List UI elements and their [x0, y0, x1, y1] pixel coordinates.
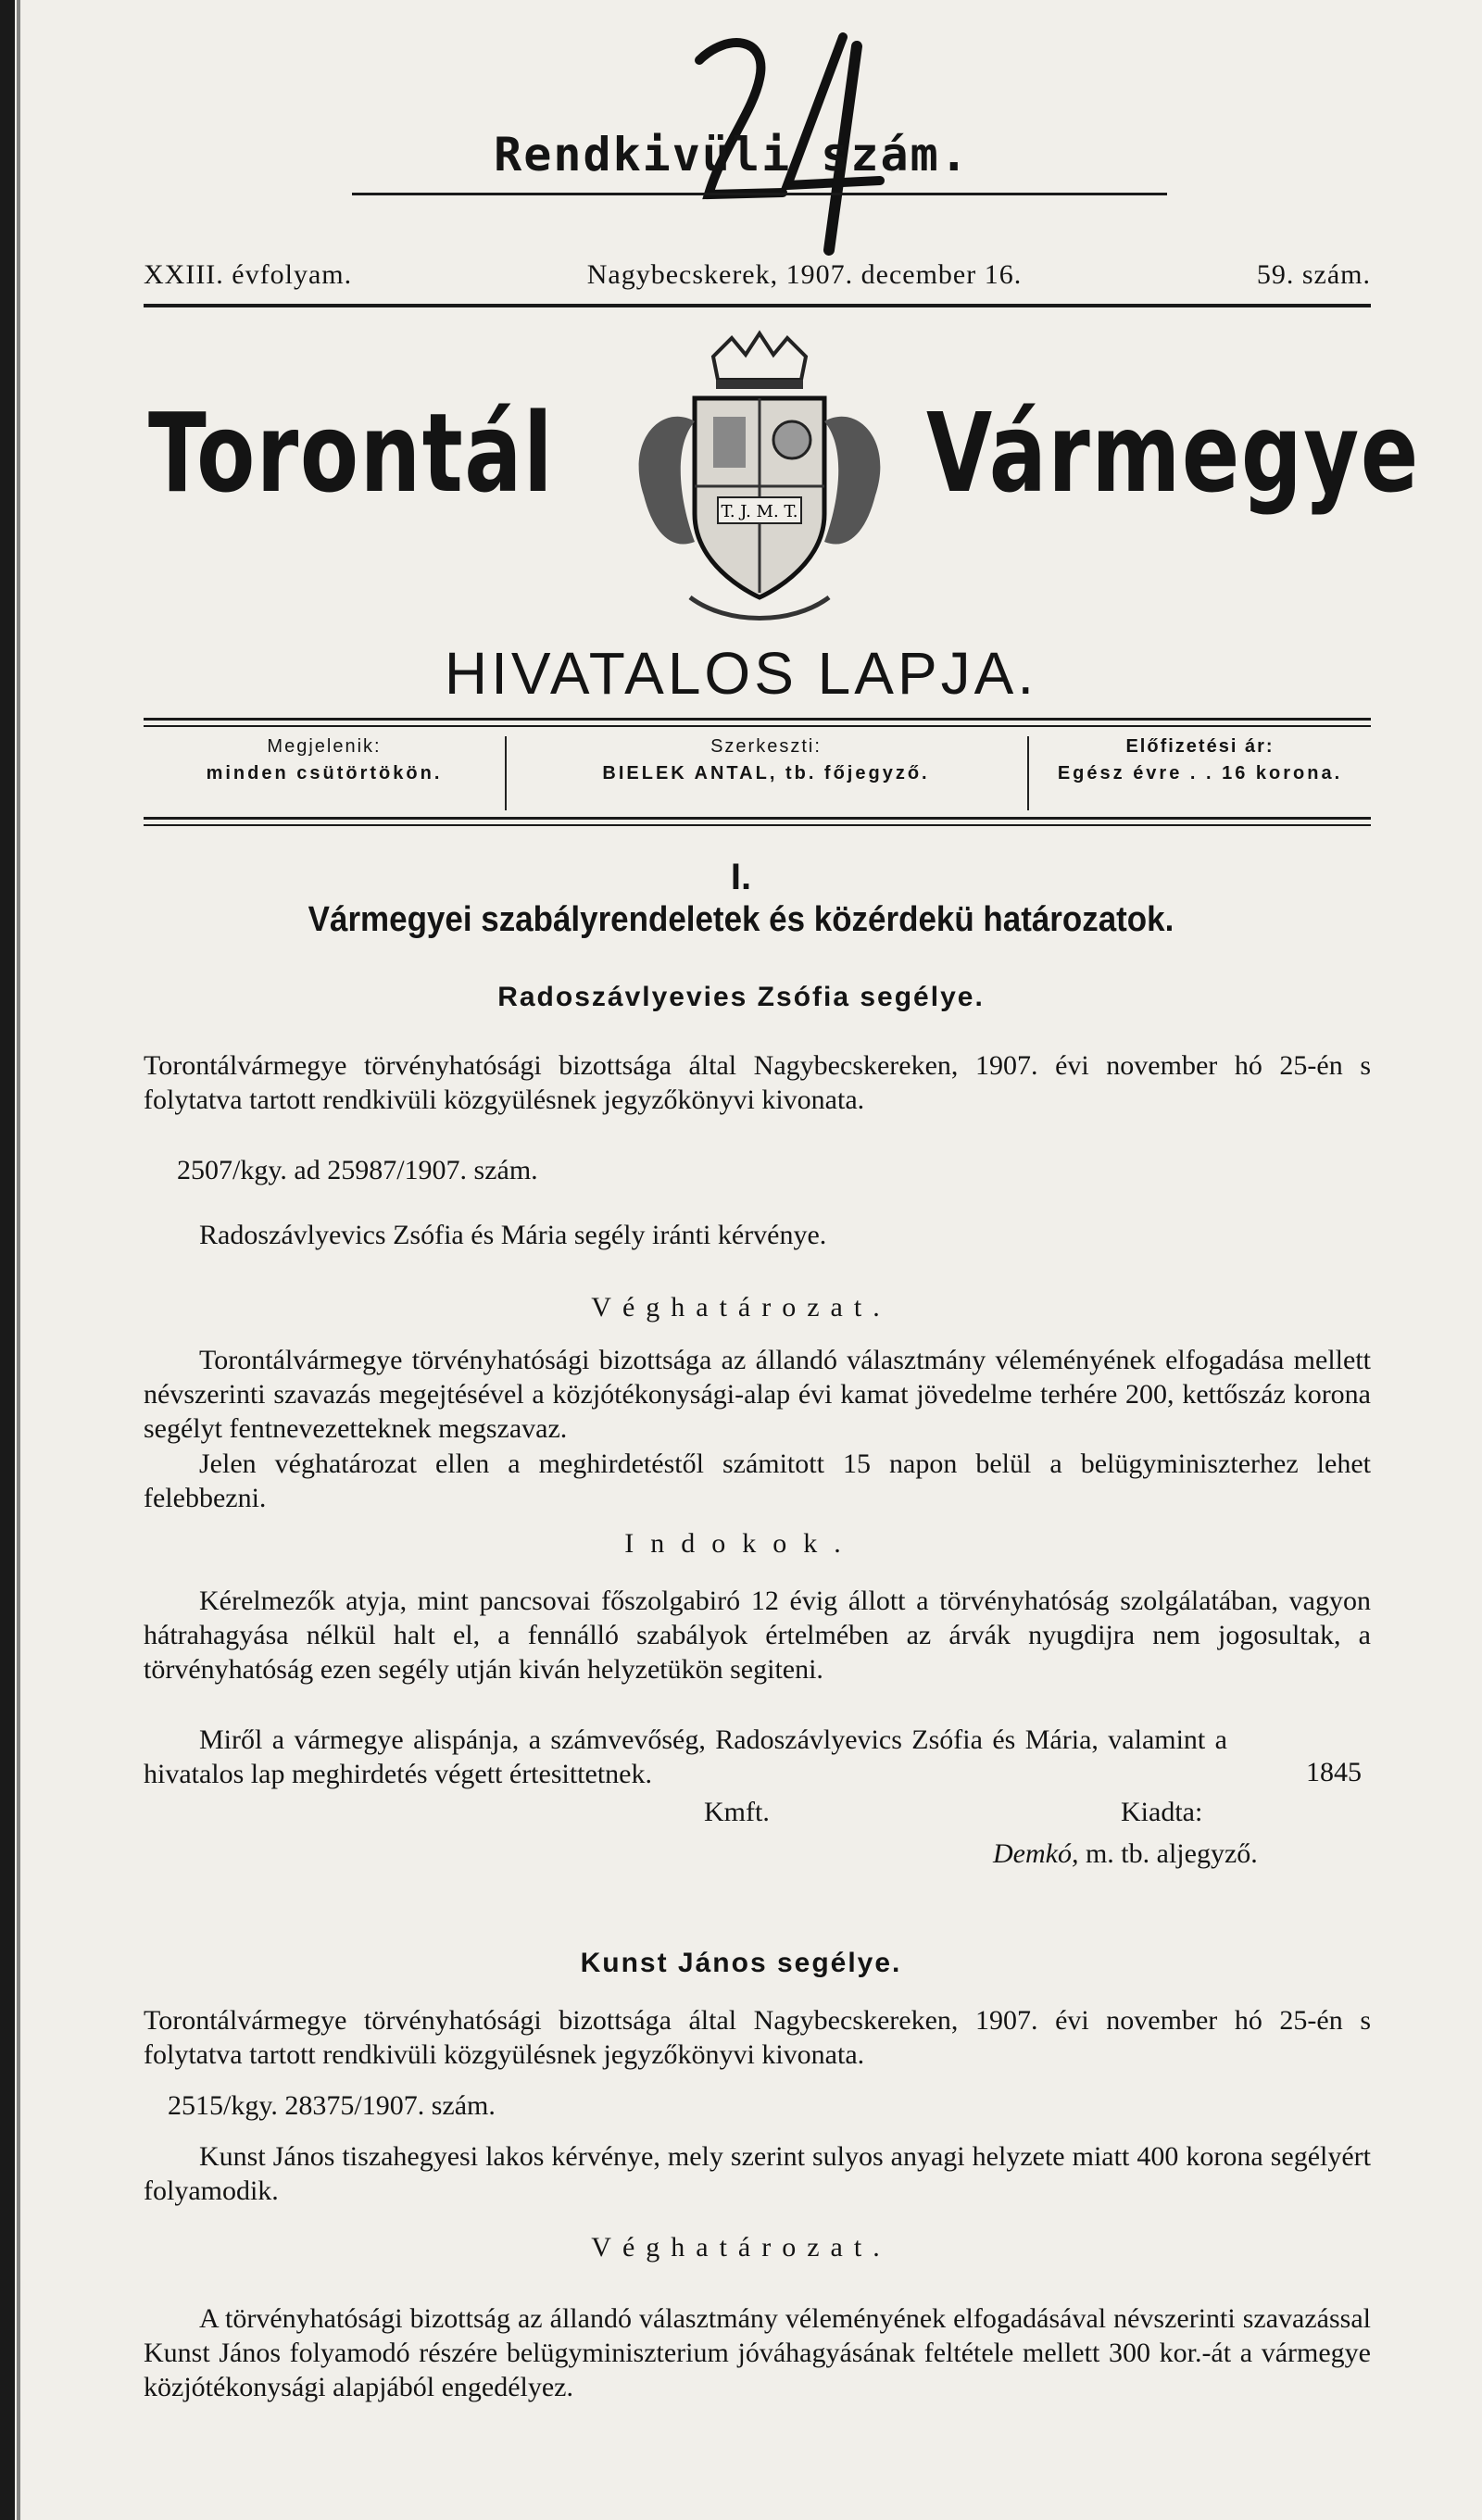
article1-issued-label: Kiadta:: [1121, 1797, 1203, 1827]
article1-number: 1845: [1306, 1757, 1362, 1787]
coat-of-arms-icon: [607, 329, 912, 634]
rule-under-special: [352, 193, 1167, 195]
appears-label: Megjelenik:: [267, 736, 382, 757]
masthead-subtitle: HIVATALOS LAPJA.: [444, 640, 1038, 707]
article2-decision-1: A törvényhatósági bizottság az állandó választmány véleményének elfogadásával névszerinti szavazással Kunst János folyamodó részére belügyminiszterium jóváhagyásának feltétele mellett 300 kor.-át a vármegye közjótékonysági alapjából engedélyez.: [144, 2303, 1371, 2402]
issue-number: 59. szám.: [1256, 259, 1371, 290]
masthead-title-left: Torontál: [148, 389, 555, 517]
info-price: [1029, 736, 1371, 810]
section-title: Vármegyei szabályrendeletek és közérdekü határozatok.: [308, 900, 1174, 939]
article1-title: Radoszávlyevies Zsófia segélye.: [497, 982, 985, 1012]
article1-kmft: Kmft.: [704, 1797, 770, 1827]
section-number: I.: [730, 857, 752, 897]
price-label: Előfizetési ár:: [1125, 736, 1275, 757]
place-date: Nagybecskerek, 1907. december 16.: [586, 259, 1023, 290]
rule-masthead-bottom-2: [144, 725, 1371, 727]
volume: XXIII. évfolyam.: [144, 259, 353, 290]
article1-ref: 2507/kgy. ad 25987/1907. szám.: [177, 1155, 538, 1185]
article2-intro: Torontálvármegye törvényhatósági bizottsága által Nagybecskereken, 1907. évi november hó 25-én s folytatva tartott rendkivüli közgyülésnek jegyzőkönyvi kivonata.: [144, 2005, 1371, 2070]
appears-value: minden csütörtökön.: [206, 763, 443, 784]
editor-value: BIELEK ANTAL, tb. főjegyző.: [602, 763, 930, 784]
article1-signature: [993, 1838, 1258, 1870]
article1-subject: Radoszávlyevics Zsófia és Mária segély iránti kérvénye.: [199, 1220, 827, 1250]
rule-info-bottom-2: [144, 824, 1371, 826]
info-appears: [144, 736, 505, 810]
rule-under-issue: [144, 304, 1371, 307]
article1-reasons-1: Kérelmezők atyja, mint pancsovai főszolgabiró 12 évig állott a törvényhatóság szolgálatában, vagyon hátrahagyása nélkül halt el, a fennálló szabályok értelmében az árvák nyugdijra nem jogosultak, a törvényhatóság ezen segély utján kiván helyzetükön segiteni.: [144, 1586, 1371, 1685]
scan-left-edge-shadow: [17, 0, 20, 2520]
article1-decision-heading: Véghatározat.: [591, 1292, 891, 1323]
rule-masthead-bottom-1: [144, 718, 1371, 721]
signer-name: Demkó,: [993, 1838, 1079, 1869]
article2-decision-heading: Véghatározat.: [591, 2232, 891, 2263]
issue-info-row: [144, 259, 1371, 291]
price-value: Egész évre . . 16 korona.: [1057, 763, 1343, 784]
article1-intro: Torontálvármegye törvényhatósági bizottsága által Nagybecskereken, 1907. évi november hó 25-én s folytatva tartott rendkivüli közgyülésnek jegyzőkönyvi kivonata.: [144, 1050, 1371, 1115]
crest-text: T. J. M. T.: [721, 502, 798, 521]
special-issue-heading: Rendkivüli szám.: [494, 128, 970, 182]
masthead-title-right: Vármegye: [926, 389, 1420, 517]
article1-reasons-heading: Indokok.: [624, 1528, 858, 1559]
rule-info-bottom-1: [144, 817, 1371, 820]
article1-decision-2: Jelen véghatározat ellen a meghirdetéstől számitott 15 napon belül a belügyminiszterhez lehet felebbezni.: [144, 1448, 1371, 1513]
article2-ref: 2515/kgy. 28375/1907. szám.: [168, 2090, 496, 2121]
editor-label: Szerkeszti:: [710, 736, 822, 757]
publication-info: [144, 736, 1371, 810]
article1-reasons-2: Miről a vármegye alispánja, a számvevőség, Radoszávlyevics Zsófia és Mária, valamint a hivatalos lap meghirdetés végett értesittetnek.: [144, 1724, 1227, 1789]
article2-title: Kunst János segélye.: [580, 1948, 902, 1978]
article1-decision-1: Torontálvármegye törvényhatósági bizottsága az állandó választmány véleményének elfogadása mellett névszerinti szavazás megejtésével a közjótékonysági-alap évi kamat jövedelme terhére 200, kettőszáz korona segélyt fentnevezetteknek megszavaz.: [144, 1345, 1371, 1444]
info-editor: [507, 736, 1025, 810]
scan-left-edge: [0, 0, 15, 2520]
article2-subject: Kunst János tiszahegyesi lakos kérvénye, mely szerint sulyos anyagi helyzete miatt 400 korona segélyért folyamodik.: [144, 2141, 1371, 2206]
signer-title: m. tb. aljegyző.: [1085, 1838, 1258, 1869]
